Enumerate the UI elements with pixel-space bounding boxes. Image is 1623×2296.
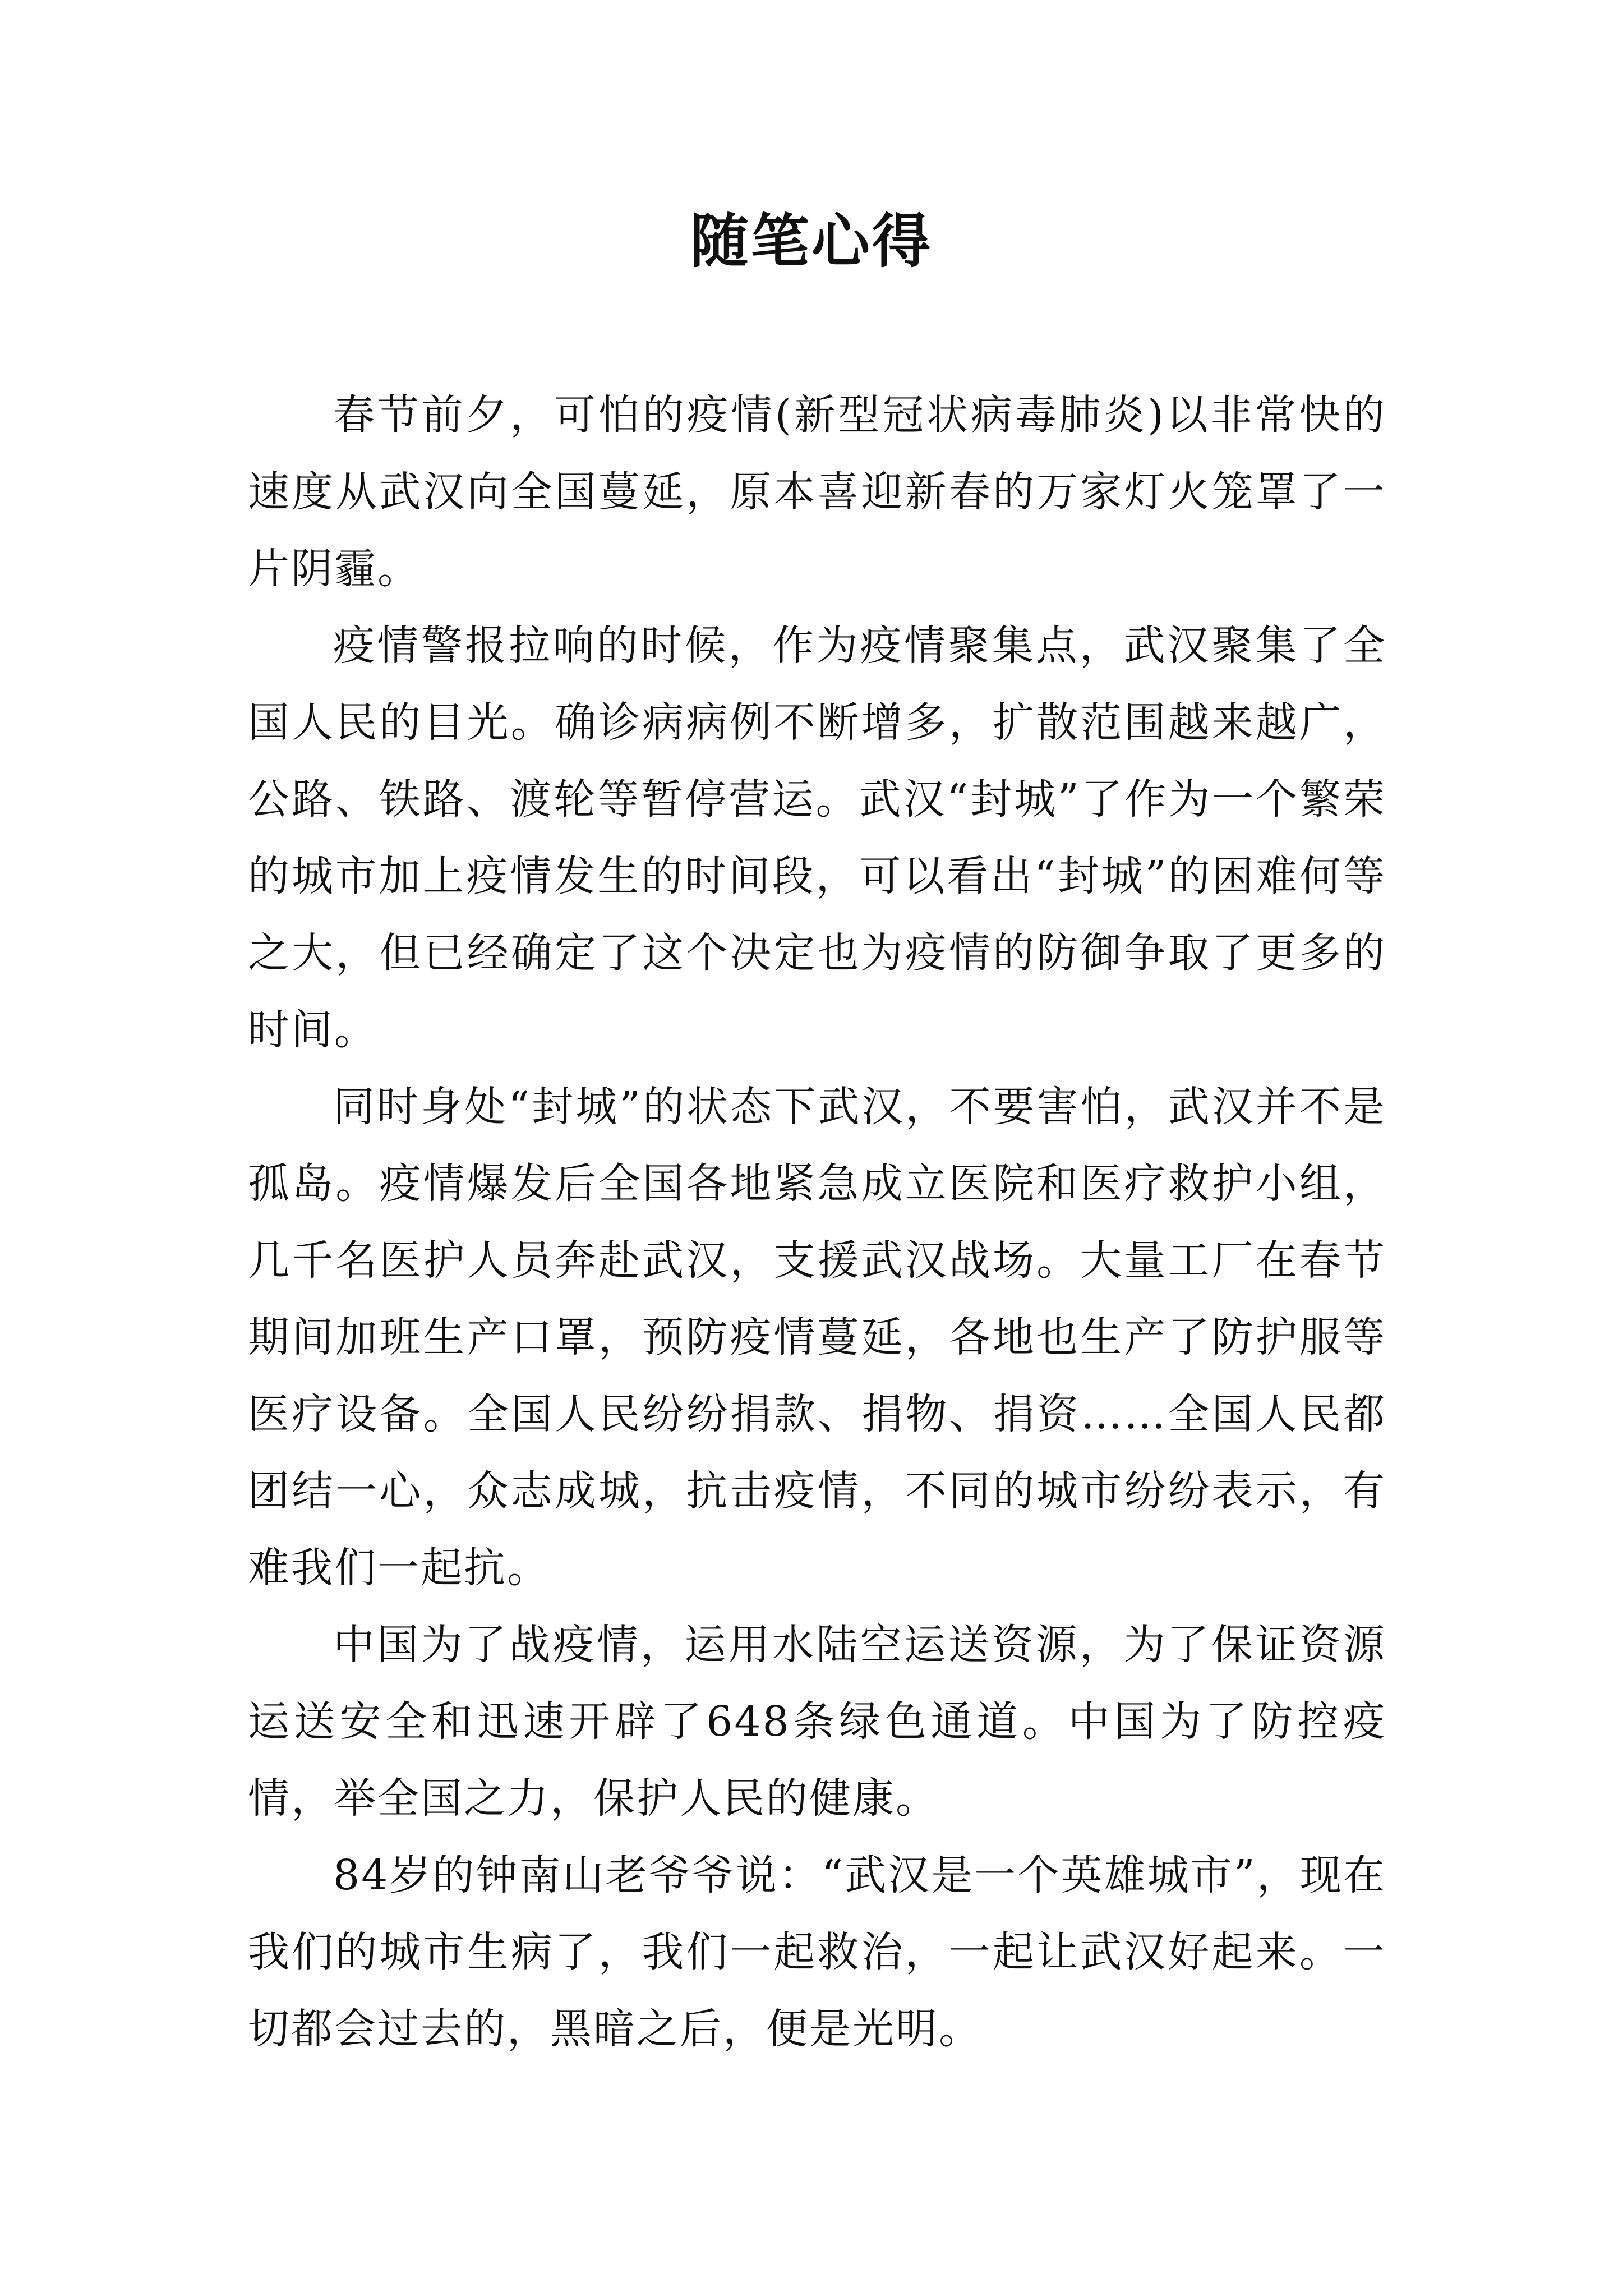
paragraph: 同时身处“封城”的状态下武汉，不要害怕，武汉并不是孤岛。疫情爆发后全国各地紧急成立医院和医疗救护小组，几千名医护人员奔赴武汉，支援武汉战场。大量工厂在春节期间加班生产口罩，预防疫情蔓延，各地也生产了防护服等医疗设备。全国人民纷纷捐款、捐物、捐资……全国人民都团结一心，众志成城，抗击疫情，不同的城市纷纷表示，有难我们一起抗。 (248, 1083, 1386, 1592)
document-body (248, 377, 1386, 2068)
paragraph: 中国为了战疫情，运用水陆空运送资源，为了保证资源运送安全和迅速开辟了648条绿色通道。中国为了防控疫情，举全国之力，保护人民的健康。 (248, 1621, 1386, 1823)
document-title: 随笔心得 (690, 206, 933, 275)
paragraph: 84岁的钟南山老爷爷说：“武汉是一个英雄城市”，现在我们的城市生病了，我们一起救治，一起让武汉好起来。一切都会过去的，黑暗之后，便是光明。 (248, 1851, 1386, 2053)
paragraph: 疫情警报拉响的时候，作为疫情聚集点，武汉聚集了全国人民的目光。确诊病病例不断增多，扩散范围越来越广，公路、铁路、渡轮等暂停营运。武汉“封城”了作为一个繁荣的城市加上疫情发生的时间段，可以看出“封城”的困难何等之大，但已经确定了这个决定也为疫情的防御争取了更多的时间。 (248, 622, 1386, 1054)
paragraph: 春节前夕，可怕的疫情(新型冠状病毒肺炎)以非常快的速度从武汉向全国蔓延，原本喜迎新春的万家灯火笼罩了一片阴霾。 (248, 391, 1386, 593)
